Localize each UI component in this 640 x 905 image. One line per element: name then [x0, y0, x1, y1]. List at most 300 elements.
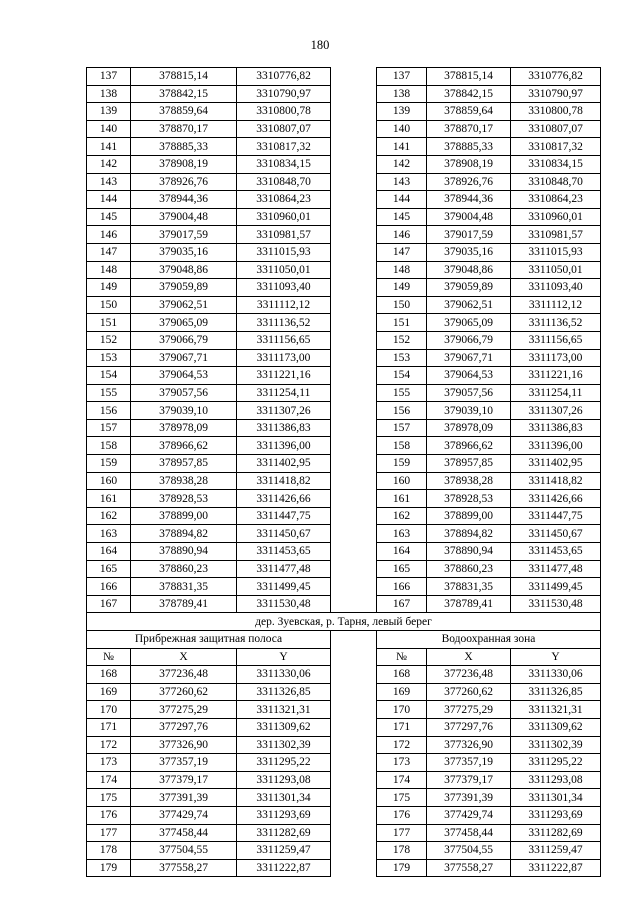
x-coordinate: 378944,36 [131, 191, 237, 209]
x-coordinate: 378894,82 [131, 525, 237, 543]
x-coordinate: 379004,48 [131, 208, 237, 226]
point-number: 166 [377, 578, 427, 596]
x-coordinate: 378938,28 [131, 472, 237, 490]
point-number: 160 [377, 472, 427, 490]
y-coordinate: 3310960,01 [237, 208, 331, 226]
point-number: 175 [377, 789, 427, 807]
table-row [87, 543, 601, 561]
table-row [87, 507, 601, 525]
point-number: 174 [87, 771, 131, 789]
point-number: 176 [87, 806, 131, 824]
point-number: 160 [87, 472, 131, 490]
x-coordinate: 379059,89 [427, 279, 511, 297]
table-row [87, 771, 601, 789]
x-coordinate: 378842,15 [427, 85, 511, 103]
y-coordinate: 3311173,00 [237, 349, 331, 367]
point-number: 171 [377, 718, 427, 736]
x-coordinate: 379066,79 [427, 331, 511, 349]
left-subtitle: Прибрежная защитная полоса [87, 631, 331, 649]
x-coordinate: 377297,76 [131, 718, 237, 736]
point-number: 162 [87, 507, 131, 525]
y-coordinate: 3311321,31 [511, 701, 601, 719]
y-coordinate: 3311499,45 [511, 578, 601, 596]
header-y: Y [237, 648, 331, 666]
x-coordinate: 378860,23 [131, 560, 237, 578]
y-coordinate: 3311301,34 [237, 789, 331, 807]
table-row [87, 349, 601, 367]
point-number: 164 [87, 543, 131, 561]
table-row [87, 525, 601, 543]
y-coordinate: 3311426,66 [237, 490, 331, 508]
y-coordinate: 3310864,23 [237, 191, 331, 209]
point-number: 165 [377, 560, 427, 578]
x-coordinate: 377504,55 [131, 842, 237, 860]
x-coordinate: 378957,85 [427, 455, 511, 473]
y-coordinate: 3310834,15 [237, 155, 331, 173]
y-coordinate: 3311530,48 [237, 595, 331, 613]
y-coordinate: 3311450,67 [237, 525, 331, 543]
y-coordinate: 3311309,62 [511, 718, 601, 736]
y-coordinate: 3311453,65 [511, 543, 601, 561]
column-header-row [87, 648, 601, 666]
point-number: 147 [87, 243, 131, 261]
y-coordinate: 3311293,08 [511, 771, 601, 789]
x-coordinate: 379004,48 [427, 208, 511, 226]
point-number: 156 [377, 402, 427, 420]
table-row [87, 85, 601, 103]
table-row [87, 754, 601, 772]
x-coordinate: 379035,16 [131, 243, 237, 261]
y-coordinate: 3311112,12 [237, 296, 331, 314]
point-number: 149 [87, 279, 131, 297]
point-number: 156 [87, 402, 131, 420]
point-number: 137 [87, 68, 131, 86]
x-coordinate: 379048,86 [131, 261, 237, 279]
x-coordinate: 378966,62 [131, 437, 237, 455]
table-row [87, 472, 601, 490]
x-coordinate: 378908,19 [131, 155, 237, 173]
x-coordinate: 379035,16 [427, 243, 511, 261]
x-coordinate: 377326,90 [131, 736, 237, 754]
table-row [87, 331, 601, 349]
table-row [87, 683, 601, 701]
y-coordinate: 3311136,52 [511, 314, 601, 332]
x-coordinate: 377458,44 [131, 824, 237, 842]
y-coordinate: 3311254,11 [237, 384, 331, 402]
table-row [87, 490, 601, 508]
point-number: 152 [87, 331, 131, 349]
y-coordinate: 3311295,22 [237, 754, 331, 772]
header-number: № [377, 648, 427, 666]
y-coordinate: 3311477,48 [511, 560, 601, 578]
table-row [87, 718, 601, 736]
point-number: 142 [87, 155, 131, 173]
y-coordinate: 3311386,83 [237, 419, 331, 437]
point-number: 150 [87, 296, 131, 314]
x-coordinate: 377391,39 [427, 789, 511, 807]
y-coordinate: 3310981,57 [237, 226, 331, 244]
point-number: 138 [87, 85, 131, 103]
y-coordinate: 3311307,26 [237, 402, 331, 420]
y-coordinate: 3311302,39 [511, 736, 601, 754]
x-coordinate: 377379,17 [131, 771, 237, 789]
x-coordinate: 377326,90 [427, 736, 511, 754]
point-number: 165 [87, 560, 131, 578]
y-coordinate: 3310800,78 [511, 103, 601, 121]
y-coordinate: 3310864,23 [511, 191, 601, 209]
point-number: 158 [87, 437, 131, 455]
y-coordinate: 3311307,26 [511, 402, 601, 420]
y-coordinate: 3311450,67 [511, 525, 601, 543]
table-row [87, 402, 601, 420]
x-coordinate: 377297,76 [427, 718, 511, 736]
y-coordinate: 3311402,95 [237, 455, 331, 473]
x-coordinate: 378885,33 [131, 138, 237, 156]
table-row [87, 437, 601, 455]
point-number: 168 [87, 666, 131, 684]
point-number: 167 [377, 595, 427, 613]
x-coordinate: 377275,29 [427, 701, 511, 719]
x-coordinate: 378831,35 [131, 578, 237, 596]
y-coordinate: 3311477,48 [237, 560, 331, 578]
y-coordinate: 3311326,85 [237, 683, 331, 701]
point-number: 147 [377, 243, 427, 261]
y-coordinate: 3311136,52 [237, 314, 331, 332]
header-number: № [87, 648, 131, 666]
x-coordinate: 378957,85 [131, 455, 237, 473]
x-coordinate: 379048,86 [427, 261, 511, 279]
x-coordinate: 379062,51 [427, 296, 511, 314]
y-coordinate: 3311396,00 [237, 437, 331, 455]
y-coordinate: 3311418,82 [511, 472, 601, 490]
x-coordinate: 378870,17 [427, 120, 511, 138]
x-coordinate: 378938,28 [427, 472, 511, 490]
point-number: 141 [87, 138, 131, 156]
point-number: 179 [87, 859, 131, 877]
table-row [87, 103, 601, 121]
point-number: 163 [87, 525, 131, 543]
y-coordinate: 3311293,69 [511, 806, 601, 824]
point-number: 144 [377, 191, 427, 209]
x-coordinate: 379017,59 [131, 226, 237, 244]
point-number: 144 [87, 191, 131, 209]
y-coordinate: 3311221,16 [511, 367, 601, 385]
table-row [87, 155, 601, 173]
y-coordinate: 3311426,66 [511, 490, 601, 508]
table-row [87, 806, 601, 824]
point-number: 148 [377, 261, 427, 279]
table-row [87, 314, 601, 332]
point-number: 162 [377, 507, 427, 525]
y-coordinate: 3311050,01 [237, 261, 331, 279]
point-number: 154 [377, 367, 427, 385]
coordinates-table [86, 67, 601, 877]
point-number: 140 [87, 120, 131, 138]
point-number: 139 [377, 103, 427, 121]
x-coordinate: 378928,53 [131, 490, 237, 508]
point-number: 172 [377, 736, 427, 754]
y-coordinate: 3311330,06 [237, 666, 331, 684]
x-coordinate: 379064,53 [131, 367, 237, 385]
y-coordinate: 3311156,65 [511, 331, 601, 349]
y-coordinate: 3311173,00 [511, 349, 601, 367]
x-coordinate: 379065,09 [427, 314, 511, 332]
x-coordinate: 377429,74 [131, 806, 237, 824]
x-coordinate: 377260,62 [427, 683, 511, 701]
y-coordinate: 3311302,39 [237, 736, 331, 754]
x-coordinate: 378908,19 [427, 155, 511, 173]
point-number: 141 [377, 138, 427, 156]
x-coordinate: 379064,53 [427, 367, 511, 385]
x-coordinate: 378966,62 [427, 437, 511, 455]
point-number: 142 [377, 155, 427, 173]
point-number: 168 [377, 666, 427, 684]
point-number: 139 [87, 103, 131, 121]
point-number: 143 [377, 173, 427, 191]
table-row [87, 455, 601, 473]
x-coordinate: 378860,23 [427, 560, 511, 578]
y-coordinate: 3311396,00 [511, 437, 601, 455]
y-coordinate: 3310834,15 [511, 155, 601, 173]
x-coordinate: 378815,14 [131, 68, 237, 86]
table-row [87, 560, 601, 578]
y-coordinate: 3310800,78 [237, 103, 331, 121]
x-coordinate: 379062,51 [131, 296, 237, 314]
x-coordinate: 377558,27 [427, 859, 511, 877]
point-number: 148 [87, 261, 131, 279]
x-coordinate: 379057,56 [427, 384, 511, 402]
y-coordinate: 3310807,07 [511, 120, 601, 138]
point-number: 155 [87, 384, 131, 402]
table-row [87, 120, 601, 138]
header-x: X [131, 648, 237, 666]
table-row [87, 419, 601, 437]
point-number: 155 [377, 384, 427, 402]
y-coordinate: 3311499,45 [237, 578, 331, 596]
point-number: 169 [87, 683, 131, 701]
y-coordinate: 3311309,62 [237, 718, 331, 736]
point-number: 178 [87, 842, 131, 860]
y-coordinate: 3310817,32 [511, 138, 601, 156]
table-row [87, 824, 601, 842]
x-coordinate: 378831,35 [427, 578, 511, 596]
x-coordinate: 377558,27 [131, 859, 237, 877]
x-coordinate: 378842,15 [131, 85, 237, 103]
y-coordinate: 3311222,87 [237, 859, 331, 877]
point-number: 143 [87, 173, 131, 191]
y-coordinate: 3310790,97 [511, 85, 601, 103]
y-coordinate: 3311156,65 [237, 331, 331, 349]
point-number: 153 [87, 349, 131, 367]
table-row [87, 736, 601, 754]
table-row [87, 243, 601, 261]
table-row [87, 859, 601, 877]
table-row [87, 296, 601, 314]
x-coordinate: 379067,71 [131, 349, 237, 367]
point-number: 151 [87, 314, 131, 332]
x-coordinate: 377391,39 [131, 789, 237, 807]
x-coordinate: 378890,94 [427, 543, 511, 561]
x-coordinate: 378944,36 [427, 191, 511, 209]
x-coordinate: 377379,17 [427, 771, 511, 789]
point-number: 177 [377, 824, 427, 842]
section-caption-row [87, 613, 601, 631]
table-row [87, 226, 601, 244]
table-row [87, 261, 601, 279]
x-coordinate: 377357,19 [131, 754, 237, 772]
point-number: 137 [377, 68, 427, 86]
y-coordinate: 3310848,70 [237, 173, 331, 191]
point-number: 164 [377, 543, 427, 561]
right-subtitle: Водоохранная зона [377, 631, 601, 649]
x-coordinate: 379057,56 [131, 384, 237, 402]
point-number: 170 [87, 701, 131, 719]
y-coordinate: 3311326,85 [511, 683, 601, 701]
y-coordinate: 3311418,82 [237, 472, 331, 490]
x-coordinate: 378978,09 [131, 419, 237, 437]
y-coordinate: 3311530,48 [511, 595, 601, 613]
y-coordinate: 3311453,65 [237, 543, 331, 561]
point-number: 140 [377, 120, 427, 138]
point-number: 161 [377, 490, 427, 508]
table-row [87, 208, 601, 226]
point-number: 167 [87, 595, 131, 613]
point-number: 177 [87, 824, 131, 842]
y-coordinate: 3311295,22 [511, 754, 601, 772]
y-coordinate: 3310848,70 [511, 173, 601, 191]
x-coordinate: 377275,29 [131, 701, 237, 719]
x-coordinate: 379067,71 [427, 349, 511, 367]
point-number: 158 [377, 437, 427, 455]
y-coordinate: 3311093,40 [511, 279, 601, 297]
point-number: 170 [377, 701, 427, 719]
table-row [87, 384, 601, 402]
x-coordinate: 379039,10 [427, 402, 511, 420]
point-number: 178 [377, 842, 427, 860]
header-y: Y [511, 648, 601, 666]
table-row [87, 279, 601, 297]
y-coordinate: 3310807,07 [237, 120, 331, 138]
y-coordinate: 3310776,82 [511, 68, 601, 86]
point-number: 153 [377, 349, 427, 367]
y-coordinate: 3311330,06 [511, 666, 601, 684]
y-coordinate: 3311259,47 [511, 842, 601, 860]
page-number: 180 [310, 38, 330, 52]
y-coordinate: 3310981,57 [511, 226, 601, 244]
x-coordinate: 378885,33 [427, 138, 511, 156]
y-coordinate: 3311015,93 [237, 243, 331, 261]
x-coordinate: 379065,09 [131, 314, 237, 332]
y-coordinate: 3311293,69 [237, 806, 331, 824]
x-coordinate: 377504,55 [427, 842, 511, 860]
point-number: 166 [87, 578, 131, 596]
table-row [87, 789, 601, 807]
x-coordinate: 377357,19 [427, 754, 511, 772]
y-coordinate: 3311402,95 [511, 455, 601, 473]
x-coordinate: 378870,17 [131, 120, 237, 138]
x-coordinate: 379039,10 [131, 402, 237, 420]
point-number: 145 [87, 208, 131, 226]
y-coordinate: 3311282,69 [511, 824, 601, 842]
x-coordinate: 378899,00 [131, 507, 237, 525]
x-coordinate: 377260,62 [131, 683, 237, 701]
table-row [87, 138, 601, 156]
y-coordinate: 3310776,82 [237, 68, 331, 86]
x-coordinate: 379066,79 [131, 331, 237, 349]
y-coordinate: 3310817,32 [237, 138, 331, 156]
table-row [87, 68, 601, 86]
table-row [87, 595, 601, 613]
y-coordinate: 3311293,08 [237, 771, 331, 789]
y-coordinate: 3311259,47 [237, 842, 331, 860]
y-coordinate: 3311321,31 [237, 701, 331, 719]
x-coordinate: 378894,82 [427, 525, 511, 543]
subtitle-row [87, 631, 601, 649]
x-coordinate: 377236,48 [131, 666, 237, 684]
x-coordinate: 377458,44 [427, 824, 511, 842]
y-coordinate: 3311447,75 [237, 507, 331, 525]
point-number: 171 [87, 718, 131, 736]
y-coordinate: 3311015,93 [511, 243, 601, 261]
table-row [87, 367, 601, 385]
point-number: 159 [87, 455, 131, 473]
point-number: 174 [377, 771, 427, 789]
section-caption: дер. Зуевская, р. Тарня, левый берег [87, 613, 601, 631]
header-x: X [427, 648, 511, 666]
point-number: 179 [377, 859, 427, 877]
y-coordinate: 3311050,01 [511, 261, 601, 279]
x-coordinate: 378899,00 [427, 507, 511, 525]
x-coordinate: 378928,53 [427, 490, 511, 508]
y-coordinate: 3310960,01 [511, 208, 601, 226]
x-coordinate: 377236,48 [427, 666, 511, 684]
x-coordinate: 378789,41 [427, 595, 511, 613]
point-number: 161 [87, 490, 131, 508]
point-number: 172 [87, 736, 131, 754]
y-coordinate: 3311447,75 [511, 507, 601, 525]
y-coordinate: 3311282,69 [237, 824, 331, 842]
x-coordinate: 378926,76 [427, 173, 511, 191]
x-coordinate: 379059,89 [131, 279, 237, 297]
x-coordinate: 378859,64 [131, 103, 237, 121]
y-coordinate: 3310790,97 [237, 85, 331, 103]
point-number: 176 [377, 806, 427, 824]
x-coordinate: 377429,74 [427, 806, 511, 824]
point-number: 150 [377, 296, 427, 314]
y-coordinate: 3311301,34 [511, 789, 601, 807]
x-coordinate: 379017,59 [427, 226, 511, 244]
x-coordinate: 378815,14 [427, 68, 511, 86]
y-coordinate: 3311386,83 [511, 419, 601, 437]
point-number: 173 [377, 754, 427, 772]
table-row [87, 666, 601, 684]
x-coordinate: 378978,09 [427, 419, 511, 437]
point-number: 175 [87, 789, 131, 807]
point-number: 149 [377, 279, 427, 297]
y-coordinate: 3311112,12 [511, 296, 601, 314]
point-number: 146 [87, 226, 131, 244]
point-number: 157 [87, 419, 131, 437]
point-number: 152 [377, 331, 427, 349]
table-row [87, 191, 601, 209]
point-number: 159 [377, 455, 427, 473]
y-coordinate: 3311221,16 [237, 367, 331, 385]
y-coordinate: 3311222,87 [511, 859, 601, 877]
x-coordinate: 378789,41 [131, 595, 237, 613]
point-number: 157 [377, 419, 427, 437]
point-number: 146 [377, 226, 427, 244]
point-number: 163 [377, 525, 427, 543]
